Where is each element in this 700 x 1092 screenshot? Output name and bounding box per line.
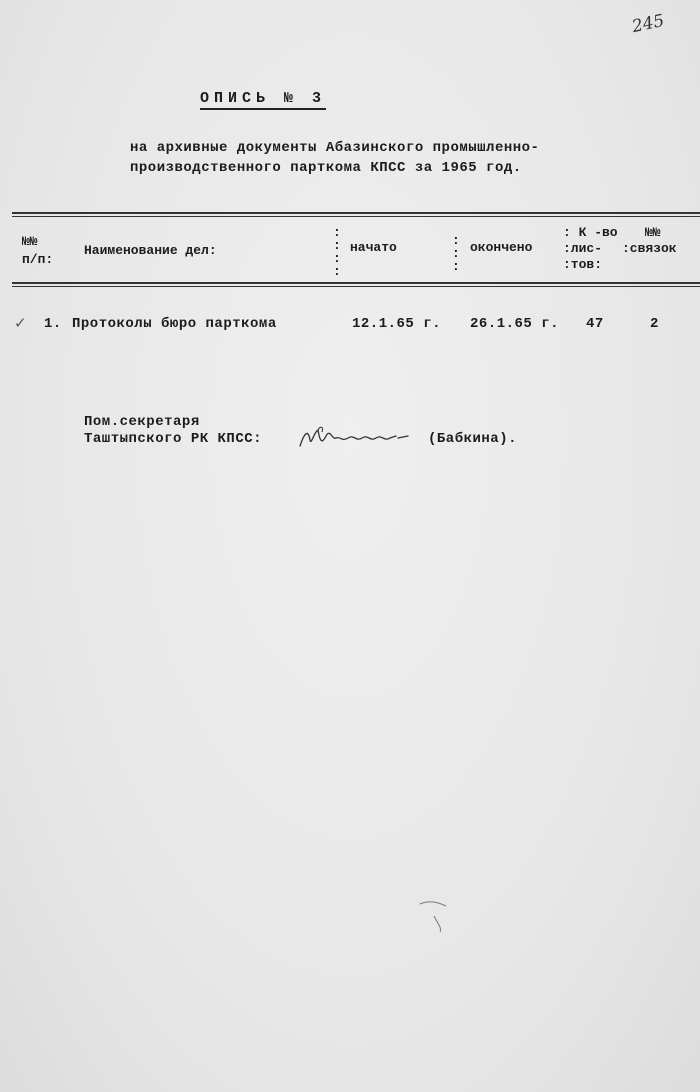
header-count-line-2: :лис- bbox=[563, 241, 603, 256]
subtitle-line-2: производственного парткома КПСС за 1965 год. bbox=[130, 160, 522, 176]
header-start: начато bbox=[350, 240, 397, 255]
table-header-bottom-rule-thin bbox=[12, 286, 700, 287]
signer-name: (Бабкина). bbox=[428, 431, 518, 447]
header-number-line-1: №№ bbox=[22, 234, 38, 249]
header-count-line-3: :тов: bbox=[563, 257, 603, 272]
table-top-rule bbox=[12, 212, 700, 214]
column-separator: : : : bbox=[452, 233, 460, 274]
header-end: окончено bbox=[470, 240, 533, 255]
check-mark: ✓ bbox=[14, 314, 27, 332]
row-start-date: 12.1.65 г. bbox=[352, 316, 442, 332]
header-number-line-2: п/п: bbox=[22, 252, 54, 267]
row-end-date: 26.1.65 г. bbox=[470, 316, 560, 332]
signer-title-line-2: Таштыпского РК КПСС: bbox=[84, 431, 263, 447]
header-name: Наименование дел: bbox=[84, 243, 217, 258]
table-header-bottom-rule bbox=[12, 282, 700, 284]
row-bundle: 2 bbox=[650, 316, 659, 332]
column-separator: : : : : bbox=[333, 225, 341, 279]
page-title: ОПИСЬ № 3 bbox=[200, 90, 326, 110]
row-number: 1. bbox=[44, 316, 62, 332]
handwritten-signature bbox=[296, 420, 420, 454]
pen-smudge bbox=[416, 896, 452, 936]
header-count-line-1: : К -во bbox=[563, 225, 618, 240]
header-bundle-number: №№ bbox=[645, 225, 661, 240]
page-number: 245 bbox=[630, 10, 667, 38]
table-top-rule-thin bbox=[12, 216, 700, 217]
header-bundle: :связок bbox=[622, 241, 677, 256]
signer-title-line-1: Пом.секретаря bbox=[84, 414, 200, 430]
row-sheet-count: 47 bbox=[586, 316, 604, 332]
subtitle-line-1: на архивные документы Абазинского промышленно- bbox=[130, 140, 540, 156]
row-name: Протоколы бюро парткома bbox=[72, 316, 277, 332]
